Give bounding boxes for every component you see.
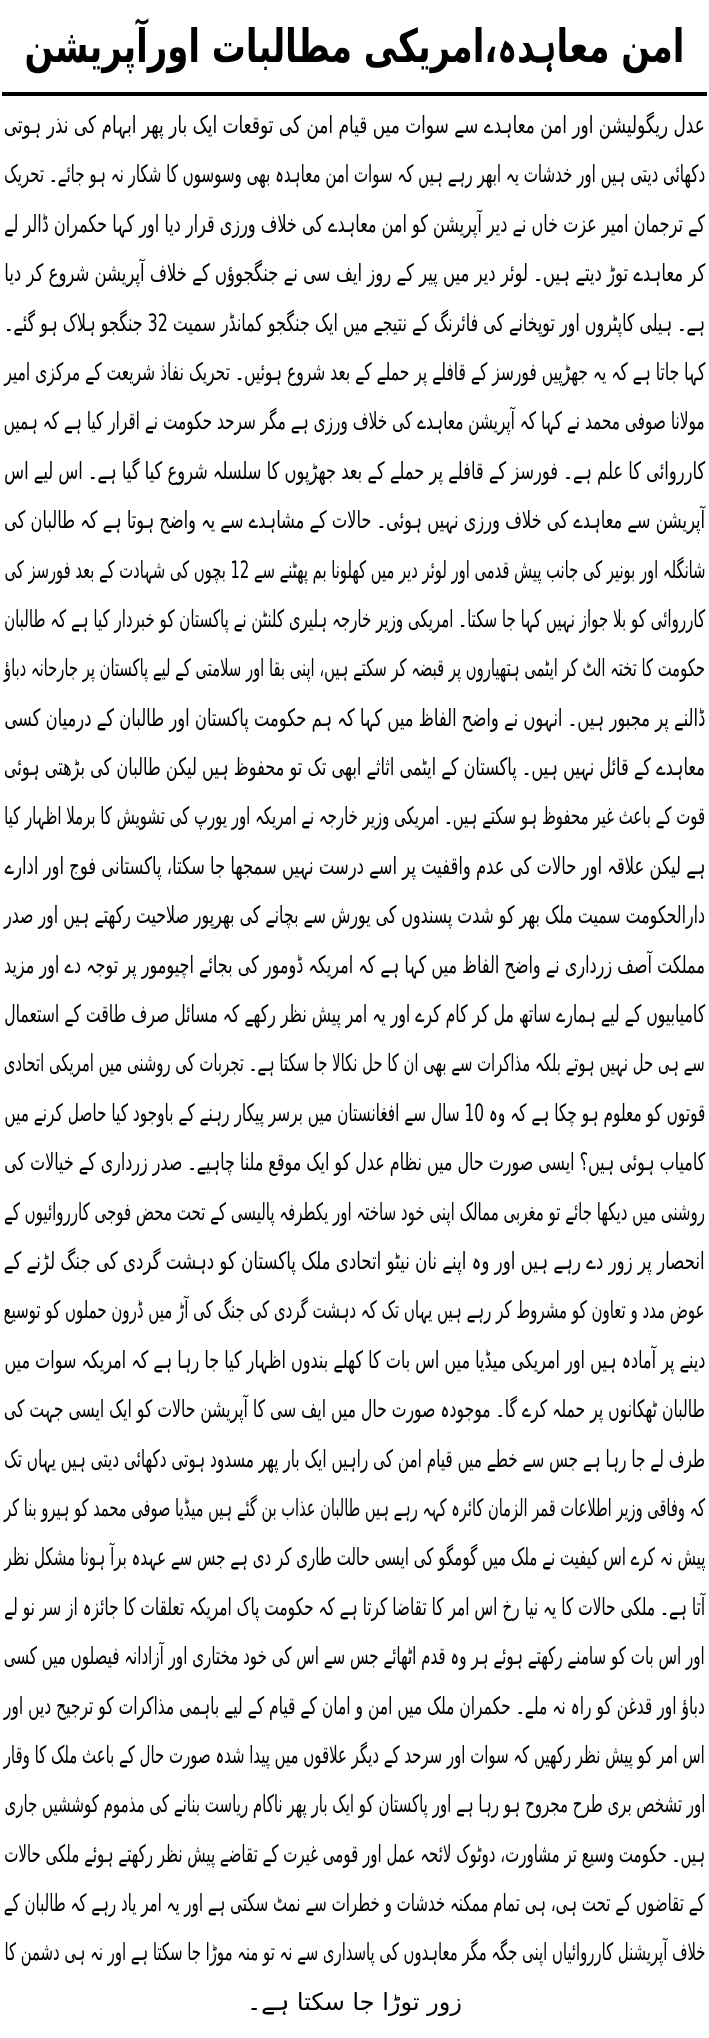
body-line-text: کے ترجمان امیر عزت خاں نے دیر آپریشن کو امن معاہدے کی خلاف ورزی قرار دیا اور کہا حکمران ڈالر لے — [4, 209, 705, 238]
body-line — [4, 694, 705, 743]
body-line-text: پیش نہ کرے اس کیفیت نے ملک میں گومگو کی ایسی حالت طاری کر دی ہے جس سے عہدہ برآ ہونا مشکل نظر — [4, 1543, 705, 1572]
article-body — [0, 96, 709, 2027]
body-line-text: طرف لے جا رہا ہے جس سے خطے میں قیام امن کی راہیں ایک بار پھر مسدود ہوتی دکھائی دیتی ہیں یہاں تک — [4, 1444, 705, 1473]
body-line — [4, 1286, 705, 1335]
body-line — [4, 1039, 705, 1088]
body-line-text: دکھائی دیتی ہیں اور خدشات یہ ابھر رہے ہیں کہ سوات امن معاہدہ بھی وسوسوں کا شکار نہ ہو جائے۔ تحریک — [4, 160, 705, 189]
body-line-text: اور اس بات کو سامنے رکھتے ہوئے ہر وہ قدم اٹھائے جس سے اس کی خود مختاری اور آزادانہ فیصلوں میں کسی — [4, 1642, 705, 1671]
body-line — [4, 101, 705, 150]
body-line — [4, 348, 705, 397]
article-header — [0, 0, 709, 92]
body-line-text: کامیاب ہوئی ہیں؟ ایسی صورت حال میں نظام عدل کو ایک موقع ملنا چاہیے۔ صدر زرداری کے خیالات کی — [4, 1148, 705, 1177]
body-line-text: کارروائی کو بلا جواز نہیں کہا جا سکتا۔ امریکی وزیر خارجہ ہلیری کلنٹن نے پاکستان کو خبردار کیا ہے کہ طالبان — [4, 604, 705, 633]
body-line — [4, 792, 705, 841]
body-line-text: کر معاہدے توڑ دیتے ہیں۔ لوئر دیر میں پیر کے روز ایف سی نے جنگجوؤں کے خلاف آپریشن شروع کر دیا — [4, 259, 705, 288]
body-line-text: عدل ریگولیشن اور امن معاہدے سے سوات میں قیام امن کی توقعات ایک بار پھر ابہام کی نذر ہوتی — [4, 111, 705, 139]
body-line — [4, 990, 705, 1039]
body-line-text: مملکت آصف زرداری نے واضح الفاظ میں کہا ہے کہ امریکہ ڈومور کی بجائے اچیومور پر توجہ دے اور مزید — [4, 950, 705, 979]
body-line-text: زور توڑا جا سکتا ہے۔ — [247, 1987, 462, 2016]
body-line-text: حکومت کا تختہ الٹ کر ایٹمی ہتھیاروں پر قبضہ کر سکتے ہیں، اپنی بقا اور سلامتی کے لیے پاکستان پر جارحانہ دباؤ — [4, 654, 705, 683]
body-line-text: ڈالنے پر مجبور ہیں۔ انہوں نے واضح الفاظ میں کہا کہ ہم حکومت پاکستان اور طالبان کے درمیان کسی — [4, 703, 705, 732]
body-line — [4, 842, 705, 891]
body-line-text: آتا ہے۔ ملکی حالات کا یہ نیا رخ اس امر کا تقاضا کرتا ہے کہ حکومت پاک امریکہ تعلقات کا جائزہ از سر نو لے — [4, 1592, 705, 1621]
body-line-text: طالبان ٹھکانوں پر حملہ کرے گا۔ موجودہ صورت حال میں ایف سی کا آپریشن حالات کو ایک ایسی جہت کی — [4, 1395, 705, 1424]
body-line — [4, 1336, 705, 1385]
body-line-text: مولانا صوفی محمد نے کہا کہ آپریشن معاہدے کی خلاف ورزی ہے مگر سرحد حکومت نے اقرار کیا ہے کہ ہمیں — [3, 407, 705, 436]
body-line — [4, 1780, 705, 1829]
body-line — [4, 1830, 705, 1879]
body-line-text: قوت کے باعث غیر محفوظ ہو سکتے ہیں۔ امریکی وزیر خارجہ نے امریکہ اور یورپ کی تشویش کا برملا اظہار کیا — [4, 802, 705, 831]
body-line-text: آپریشن سے معاہدے کی خلاف ورزی نہیں ہوئی۔ حالات کے مشاہدے سے یہ واضح ہوتا ہے کہ طالبان کی — [4, 506, 705, 535]
body-line — [4, 743, 705, 792]
body-line — [4, 1484, 705, 1533]
body-line — [4, 299, 705, 348]
body-line — [4, 1879, 705, 1928]
body-line-text: خلاف آپریشنل کارروائیاں اپنی جگہ مگر معاہدوں کی پاسداری سے نہ تو منہ موڑا جا سکتا ہے اور نہ ہی دشمن کا — [4, 1938, 705, 1967]
body-line-text: معاہدے کے قائل نہیں ہیں۔ پاکستان کے ایٹمی اثاثے ابھی تک تو محفوظ ہیں لیکن طالبان کی بڑھتی ہوئی — [4, 753, 705, 782]
article-title — [0, 18, 709, 73]
body-line — [4, 595, 705, 644]
body-line-text: کے تقاضوں کے تحت ہی، ہی تمام ممکنہ خدشات و خطرات سے نمٹ سکتی ہے اور یہ امر یاد رہے کہ طالبان کے — [4, 1889, 705, 1918]
body-line — [4, 1089, 705, 1138]
body-line-text: انحصار پر زور دے رہے ہیں اور وہ اپنے نان نیٹو اتحادی ملک پاکستان کو دہشت گردی کی جنگ لڑنے کے — [4, 1246, 705, 1275]
body-line — [4, 1188, 705, 1237]
body-line-text: سے ہی حل نہیں ہوتے بلکہ مذاکرات سے بھی ان کا حل نکالا جا سکتا ہے۔ تجربات کی روشنی میں امریکی اتحادی — [4, 1049, 705, 1078]
body-line — [4, 1682, 705, 1731]
body-line-text: قوتوں کو معلوم ہو چکا ہے کہ وہ 10 سال سے افغانستان میں برسر پیکار رہنے کے باوجود کیا حاصل کرنے میں — [4, 1098, 705, 1127]
body-line-text: روشنی میں دیکھا جائے تو مغربی ممالک اپنی خود ساختہ اور یکطرفہ پالیسی کے تحت محض فوجی کارروائیوں کے — [4, 1197, 705, 1226]
body-line-text: کامیابیوں کے لیے ہمارے ساتھ مل کر کام کرے اور یہ امر پیش نظر رکھے کہ مسائل صرف طاقت کے استعمال — [4, 1000, 705, 1029]
body-line — [4, 1533, 705, 1582]
body-line-text: کہ وفاقی وزیر اطلاعات قمر الزمان کائرہ کہہ رہے ہیں طالبان عذاب بن گئے ہیں میڈیا صوفی محمد کو ہیرو بنا کر — [4, 1493, 705, 1522]
body-line — [4, 496, 705, 545]
body-line — [4, 1385, 705, 1434]
body-line — [4, 1435, 705, 1484]
body-line-text: کارروائی کا علم ہے۔ فورسز کے قافلے پر حملے کے بعد جھڑپوں کا سلسلہ شروع کیا گیا ہے۔ اس لیے اس — [4, 456, 705, 485]
body-line — [4, 1928, 705, 1977]
body-line — [4, 1237, 705, 1286]
article-title-text: امن معاہدہ،امریکی مطالبات اورآپریشن — [24, 18, 685, 73]
body-line — [4, 1731, 705, 1780]
body-line-text: شانگلہ اور بونیر کی جانب پیش قدمی اور لوئر دیر میں کھلونا بم پھٹنے سے 12 بچوں کی شہادت کے بعد فورسز کی — [4, 555, 705, 584]
body-line-text: ہے۔ ہیلی کاپٹروں اور توپخانے کی فائرنگ کے نتیجے میں ایک جنگجو کمانڈر سمیت 32 جنگجو ہلاک ہو گئے۔ — [4, 308, 705, 337]
body-line-text: دینے پر آمادہ ہیں اور امریکی میڈیا میں اس بات کا کھلے بندوں اظہار کیا جا رہا ہے کہ امریکہ سوات میں — [4, 1345, 705, 1374]
body-line-text: اس امر کو پیش نظر رکھیں کہ سوات اور سرحد کے دیگر علاقوں میں پیدا شدہ صورت حال کے باعث ملک کا وقار — [4, 1740, 705, 1769]
body-line — [4, 941, 705, 990]
body-line-text: دباؤ اور قدغن کو راہ نہ ملے۔ حکمران ملک میں امن و امان کے قیام کے لیے باہمی مذاکرات کو ترجیح دیں اور — [4, 1691, 705, 1720]
body-last-line — [4, 1978, 705, 2027]
body-line — [4, 397, 705, 446]
body-line — [4, 1632, 705, 1681]
body-line — [4, 891, 705, 940]
body-line — [4, 150, 705, 199]
body-line-text: دارالحکومت سمیت ملک بھر کو شدت پسندوں کی یورش سے بچانے کی بھرپور صلاحیت رکھتے ہیں اور صدر — [4, 901, 705, 930]
body-line — [4, 249, 705, 298]
body-line — [4, 447, 705, 496]
body-line-text: ہے لیکن علاقہ اور حالات کی عدم واقفیت پر اسے درست نہیں سمجھا جا سکتا، پاکستانی فوج اور ادارے — [4, 851, 705, 880]
body-line — [4, 546, 705, 595]
body-line-text: کہا جاتا ہے کہ یہ جھڑپیں فورسز کے قافلے پر حملے کے بعد شروع ہوئیں۔ تحریک نفاذ شریعت کے مرکزی امیر — [4, 357, 705, 386]
body-line-text: عوض مدد و تعاون کو مشروط کر رہے ہیں یہاں تک کہ دہشت گردی کی جنگ کی آڑ میں ڈرون حملوں کو توسیع — [4, 1296, 705, 1325]
body-line — [4, 644, 705, 693]
body-line-text: ہیں۔ حکومت وسیع تر مشاورت، دوٹوک لائحہ عمل اور قومی غیرت کے تقاضے پیش نظر رکھتے ہوئے ملکی حالات — [4, 1839, 705, 1868]
body-line — [4, 1583, 705, 1632]
body-line-text: اور تشخص بری طرح مجروح ہو رہا ہے اور پاکستان کو ایک بار پھر ناکام ریاست بنانے کی مذموم کوششیں جاری — [4, 1790, 705, 1819]
body-line — [4, 200, 705, 249]
body-line — [4, 1138, 705, 1187]
